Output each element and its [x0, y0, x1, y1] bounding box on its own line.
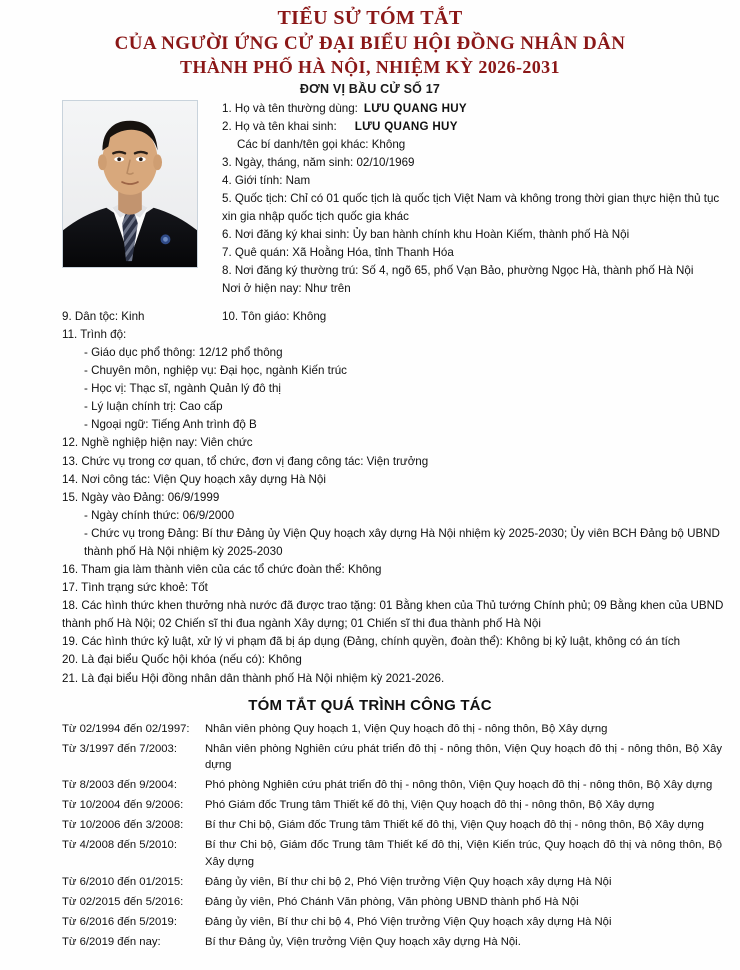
career-description: Phó phòng Nghiên cứu phát triển đô thị - nông thôn, Viện Quy hoạch đô thị - nông thôn, Bộ Xây dựng	[205, 779, 713, 792]
info-item-9-ethnicity: 9. Dân tộc: Kinh	[62, 309, 145, 323]
table-row	[62, 874, 722, 891]
party-position: - Chức vụ trong Đảng: Bí thư Đảng ủy Viện Quy hoạch xây dựng Hà Nội nhiệm kỳ 2025-2030; Ủy viên BCH Đảng bộ UBND thành phố Hà Nội nhiệm kỳ 2025-2030	[84, 526, 720, 558]
info-item-13-position: 13. Chức vụ trong cơ quan, tổ chức, đơn vị đang công tác: Viện trưởng	[62, 454, 429, 468]
top-info-list	[222, 100, 730, 298]
info-item-7-hometown: 7. Quê quán: Xã Hoằng Hóa, tỉnh Thanh Hóa	[222, 245, 454, 259]
table-row	[62, 777, 722, 794]
career-description: Phó Giám đốc Trung tâm Thiết kế đô thị, Viện Quy hoạch đô thị - nông thôn, Bộ Xây dựng	[205, 799, 655, 812]
career-period: Từ 3/1997 đến 7/2003:	[62, 742, 177, 755]
info-item-10-religion: 10. Tôn giáo: Không	[222, 309, 327, 323]
ethnicity-religion-row	[62, 308, 724, 326]
info-item-3-dob: 3. Ngày, tháng, năm sinh: 02/10/1969	[222, 155, 415, 169]
career-description: Đảng ủy viên, Phó Chánh Văn phòng, Văn phòng UBND thành phố Hà Nội	[205, 896, 579, 909]
info-item-6-birth-registration: 6. Nơi đăng ký khai sinh: Ủy ban hành chính khu Hoàn Kiếm, thành phố Hà Nội	[222, 227, 630, 241]
career-description: Bí thư Chi bộ, Giám đốc Trung tâm Thiết kế đô thị, Viện Quy hoạch đô thị - nông thôn, Bộ Xây dựng	[205, 819, 704, 832]
table-row	[62, 837, 722, 871]
info-item-17-health: 17. Tình trạng sức khoẻ: Tốt	[62, 581, 208, 595]
info-item-5-nationality: 5. Quốc tịch: Chỉ có 01 quốc tịch là quốc tịch Việt Nam và không trong thời gian thực hiện thủ tục xin gia nhập quốc tịch quốc gia khác	[222, 191, 720, 223]
info-item-current-address: Nơi ở hiện nay: Như trên	[222, 281, 351, 295]
education-item-general: - Giáo dục phổ thông: 12/12 phổ thông	[84, 346, 283, 360]
table-row	[62, 797, 722, 814]
career-section-heading: TÓM TẮT QUÁ TRÌNH CÔNG TÁC	[248, 696, 492, 714]
education-item-professional: - Chuyên môn, nghiệp vụ: Đại học, ngành Kiến trúc	[84, 364, 347, 378]
career-description: Nhân viên phòng Quy hoạch 1, Viện Quy hoạch đô thị - nông thôn, Bộ Xây dựng	[205, 722, 608, 735]
career-period: Từ 4/2008 đến 5/2010:	[62, 839, 177, 852]
info-item-14-workplace: 14. Nơi công tác: Viện Quy hoạch xây dựng Hà Nội	[62, 472, 326, 486]
career-period: Từ 10/2004 đến 9/2006:	[62, 799, 184, 812]
info-item-11-education-heading: 11. Trình độ:	[62, 328, 127, 342]
info-item-18-awards: 18. Các hình thức khen thưởng nhà nước đã được trao tặng: 01 Bằng khen của Thủ tướng Chính phủ; 09 Bằng khen của UBND thành phố Hà Nội; 02 Chiến sĩ thi đua ngành Xây dựng; 01 Chiến sĩ thi đua thành phố Hà Nội	[62, 599, 724, 631]
info-item-2	[222, 118, 730, 136]
info-item-19-disciplinary: 19. Các hình thức kỷ luật, xử lý vi phạm đã bị áp dụng (Đảng, chính quyền, đoàn thể): Không bị kỷ luật, không có án tích	[62, 635, 681, 649]
info-item-1-label: 1. Họ và tên thường dùng:	[222, 101, 358, 115]
career-period: Từ 6/2010 đến 01/2015:	[62, 876, 184, 889]
info-item-1-value: LƯU QUANG HUY	[363, 101, 467, 115]
table-row	[62, 914, 722, 931]
info-item-aliases: Các bí danh/tên gọi khác: Không	[237, 137, 406, 151]
table-row	[62, 894, 722, 911]
info-item-2-label: 2. Họ và tên khai sinh:	[222, 119, 337, 133]
career-description: Nhân viên phòng Nghiên cứu phát triển đô thị - nông thôn, Viện Quy hoạch đô thị - nông thôn, Bộ Xây dựng	[205, 742, 722, 772]
info-item-4-gender: 4. Giới tính: Nam	[222, 173, 311, 187]
career-period: Từ 6/2016 đến 5/2019:	[62, 915, 177, 928]
career-period: Từ 6/2019 đến nay:	[62, 935, 161, 948]
info-item-2-value: LƯU QUANG HUY	[354, 119, 458, 133]
party-official-date: - Ngày chính thức: 06/9/2000	[84, 508, 235, 522]
info-item-12-occupation: 12. Nghề nghiệp hiện nay: Viên chức	[62, 436, 253, 450]
career-period: Từ 8/2003 đến 9/2004:	[62, 779, 177, 792]
career-period: Từ 10/2006 đến 3/2008:	[62, 819, 184, 832]
career-description: Bí thư Chi bộ, Giám đốc Trung tâm Thiết kế đô thị, Viện Kiến trúc, Quy hoạch đô thị và nông thôn, Bộ Xây dựng	[205, 839, 722, 869]
page-title-line-2: CỦA NGƯỜI ỨNG CỬ ĐẠI BIỂU HỘI ĐỒNG NHÂN DÂN	[114, 32, 626, 54]
table-row	[62, 741, 722, 775]
career-period: Từ 02/2015 đến 5/2016:	[62, 896, 184, 909]
career-history-table	[0, 721, 740, 951]
info-item-8-residence: 8. Nơi đăng ký thường trú: Số 4, ngõ 65, phố Vạn Bảo, phường Ngọc Hà, thành phố Hà Nội	[222, 263, 694, 277]
career-description: Đảng ủy viên, Bí thư chi bộ 2, Phó Viện trưởng Viện Quy hoạch xây dựng Hà Nội	[205, 876, 612, 889]
info-item-1	[222, 100, 730, 118]
career-description: Bí thư Đảng ủy, Viện trưởng Viện Quy hoạch xây dựng Hà Nội.	[205, 935, 521, 948]
table-row	[62, 721, 722, 738]
table-row	[62, 817, 722, 834]
education-item-politics: - Lý luận chính trị: Cao cấp	[84, 400, 223, 414]
electoral-unit-subtitle: ĐƠN VỊ BẦU CỬ SỐ 17	[299, 81, 441, 96]
page-title-line-1: TIỂU SỬ TÓM TẮT	[277, 7, 463, 29]
candidate-portrait-photo	[62, 100, 198, 268]
career-description: Đảng ủy viên, Bí thư chi bộ 4, Phó Viện trưởng Viện Quy hoạch xây dựng Hà Nội	[205, 915, 612, 928]
education-item-degree: - Học vị: Thạc sĩ, ngành Quản lý đô thị	[84, 382, 281, 396]
info-item-20-national-assembly: 20. Là đại biểu Quốc hội khóa (nếu có): Không	[62, 653, 302, 667]
info-item-15-party-join-date: 15. Ngày vào Đảng: 06/9/1999	[62, 490, 220, 504]
career-period: Từ 02/1994 đến 02/1997:	[62, 722, 190, 735]
document-header	[0, 0, 740, 96]
info-item-16-organizations: 16. Tham gia làm thành viên của các tổ chức đoàn thể: Không	[62, 563, 382, 577]
portrait-illustration	[63, 101, 197, 267]
education-item-language: - Ngoại ngữ: Tiếng Anh trình độ B	[84, 418, 257, 432]
photo-and-top-info-block	[0, 100, 740, 308]
table-row	[62, 934, 722, 951]
page-title-line-3: THÀNH PHỐ HÀ NỘI, NHIỆM KỲ 2026-2031	[180, 56, 560, 77]
main-info-list	[0, 308, 740, 688]
info-item-21-peoples-council: 21. Là đại biểu Hội đồng nhân dân thành phố Hà Nội nhiệm kỳ 2021-2026.	[62, 671, 445, 685]
